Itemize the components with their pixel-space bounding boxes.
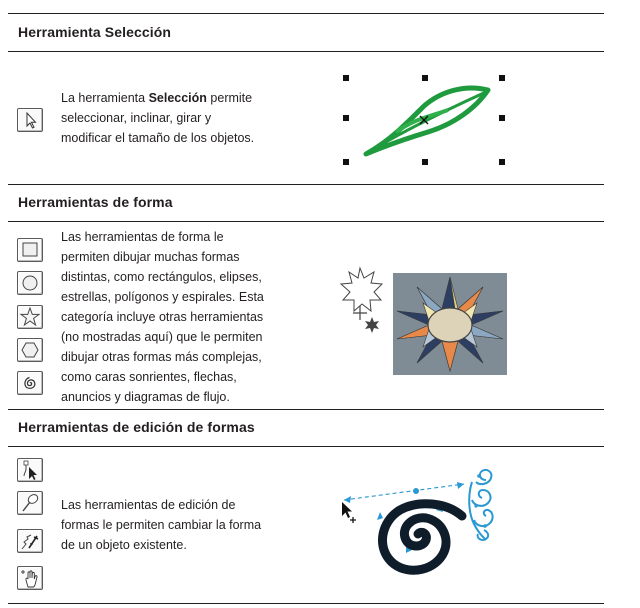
divider bbox=[8, 184, 604, 185]
star-tool-button[interactable] bbox=[17, 305, 43, 329]
divider bbox=[8, 603, 604, 604]
pick-tool-button[interactable] bbox=[17, 108, 43, 132]
bold-term: Selección bbox=[148, 91, 207, 105]
ellipse-tool-button[interactable] bbox=[17, 271, 43, 295]
divider bbox=[8, 409, 604, 410]
polygon-icon bbox=[18, 339, 42, 361]
shape-editing-description: Las herramientas de edición de formas le permiten cambiar la forma de un objeto existente. bbox=[61, 498, 262, 552]
divider bbox=[8, 13, 604, 14]
smear-tool-button[interactable] bbox=[17, 566, 43, 590]
divider bbox=[8, 51, 604, 52]
smear-tool-icon bbox=[18, 567, 42, 589]
selection-description: La herramienta Selección permite seleccionar, inclinar, girar y modificar el tamaño de los objetos. bbox=[61, 91, 255, 145]
spiral-tool-button[interactable] bbox=[17, 371, 43, 395]
section-heading-shape-editing: Herramientas de edición de formas bbox=[18, 419, 255, 435]
pick-icon bbox=[18, 109, 42, 131]
shape-tool-button[interactable] bbox=[17, 458, 43, 482]
section-heading-shapes: Herramientas de forma bbox=[18, 194, 173, 210]
polygon-tool-button[interactable] bbox=[17, 338, 43, 362]
roughen-tool-icon bbox=[18, 530, 42, 552]
ellipse-icon bbox=[18, 272, 42, 294]
rectangle-tool-button[interactable] bbox=[17, 238, 43, 262]
divider bbox=[8, 221, 604, 222]
spiral-editing-illustration bbox=[336, 466, 516, 588]
roughen-tool-button[interactable] bbox=[17, 529, 43, 553]
spiral-icon bbox=[18, 372, 42, 394]
leaf-selection-illustration bbox=[336, 70, 512, 170]
star-mosaic-illustration bbox=[393, 273, 507, 375]
section-heading-selection: Herramienta Selección bbox=[18, 24, 172, 40]
shape-tool-icon bbox=[18, 459, 42, 481]
smooth-tool-icon bbox=[18, 492, 42, 514]
star-icon bbox=[18, 306, 42, 328]
rectangle-icon bbox=[18, 239, 42, 261]
star-drawing-cursor-illustration bbox=[338, 266, 390, 338]
divider bbox=[8, 446, 604, 447]
smooth-tool-button[interactable] bbox=[17, 491, 43, 515]
shapes-description: Las herramientas de forma le permiten dibujar muchas formas distintas, como rectángulos, elipses, estrellas, polígonos y espirales. Esta categoría incluye otras herramientas (no mostradas aquí) que le permiten dibujar otras formas más complejas, como caras sonrientes, flechas, anuncios y diagramas de flujo. bbox=[61, 230, 264, 404]
